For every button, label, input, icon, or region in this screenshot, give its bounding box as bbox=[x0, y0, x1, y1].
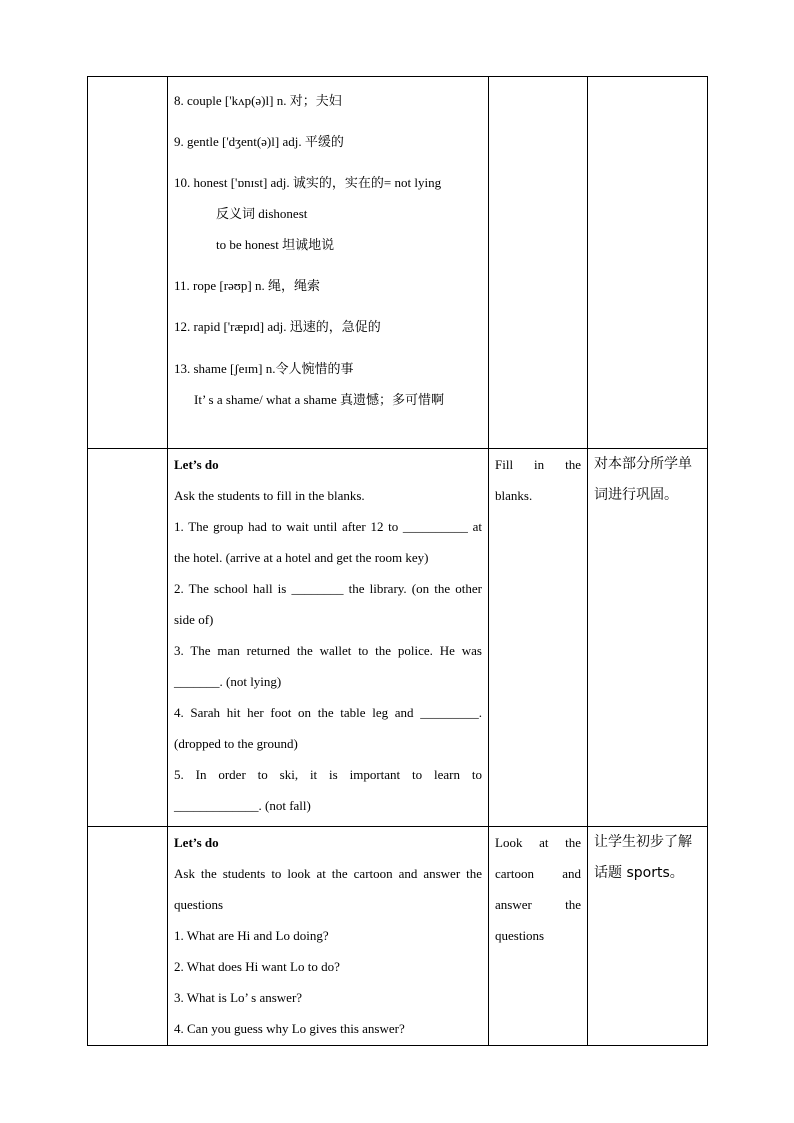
teaching-purpose: 让学生初步了解话题 sports。 bbox=[594, 834, 692, 881]
vocab-note: to be honest 坦诚地说 bbox=[216, 237, 335, 252]
cartoon-row bbox=[88, 827, 708, 1046]
vocab-item: 8. couple ['kʌp(ə)l] n. 对；夫妇 bbox=[174, 93, 342, 108]
empty-cell bbox=[88, 827, 168, 1046]
vocab-item: 12. rapid ['ræpɪd] adj. 迅速的，急促的 bbox=[174, 319, 381, 334]
vocab-item: 9. gentle ['dʒent(ə)l] adj. 平缓的 bbox=[174, 134, 344, 149]
student-activity: Look at the cartoon and answer the questions bbox=[495, 835, 581, 943]
question-item: 3. What is Lo’ s answer? bbox=[174, 990, 303, 1005]
vocab-item: 10. honest ['ɒnɪst] adj. 诚实的，实在的= not lying bbox=[174, 175, 442, 190]
question-item: 4. Can you guess why Lo gives this answer? bbox=[174, 1021, 405, 1036]
question-item: 5. In order to ski, it is important to learn to _____________. (not fall) bbox=[174, 767, 482, 813]
section-title: Let’s do bbox=[174, 457, 219, 472]
empty-cell bbox=[88, 449, 168, 827]
vocab-item: 11. rope [rəʊp] n. 绳，绳索 bbox=[174, 278, 321, 293]
vocab-item: 13. shame [ʃeɪm] n.令人惋惜的事 bbox=[174, 361, 354, 376]
student-activity-cell bbox=[489, 449, 588, 827]
vocab-note: It’ s a shame/ what a shame 真遗憾；多可惜啊 bbox=[194, 392, 444, 407]
empty-cell bbox=[588, 77, 708, 449]
section-title: Let’s do bbox=[174, 835, 219, 850]
question-item: 1. What are Hi and Lo doing? bbox=[174, 928, 329, 943]
vocab-note: 反义词 dishonest bbox=[216, 206, 308, 221]
purpose-cell bbox=[588, 827, 708, 1046]
teaching-purpose: 对本部分所学单词进行巩固。 bbox=[594, 456, 692, 503]
lesson-plan-table bbox=[87, 76, 708, 1046]
empty-cell bbox=[489, 77, 588, 449]
student-activity: Fill in the blanks. bbox=[495, 457, 581, 503]
vocab-row bbox=[88, 77, 708, 449]
question-item: 4. Sarah hit her foot on the table leg and _________. (dropped to the ground) bbox=[174, 705, 482, 751]
student-activity-cell bbox=[489, 827, 588, 1046]
vocab-cell bbox=[168, 77, 489, 449]
empty-cell bbox=[88, 77, 168, 449]
fill-blanks-row bbox=[88, 449, 708, 827]
question-item: 2. What does Hi want Lo to do? bbox=[174, 959, 340, 974]
activity-cell bbox=[168, 449, 489, 827]
section-instruction: Ask the students to fill in the blanks. bbox=[174, 488, 365, 503]
question-item: 3. The man returned the wallet to the police. He was _______. (not lying) bbox=[174, 643, 482, 689]
activity-cell bbox=[168, 827, 489, 1046]
question-item: 2. The school hall is ________ the library. (on the other side of) bbox=[174, 581, 482, 627]
purpose-cell bbox=[588, 449, 708, 827]
section-instruction: Ask the students to look at the cartoon and answer the questions bbox=[174, 866, 482, 912]
question-item: 1. The group had to wait until after 12 to __________ at the hotel. (arrive at a hotel and get the room key) bbox=[174, 519, 482, 565]
